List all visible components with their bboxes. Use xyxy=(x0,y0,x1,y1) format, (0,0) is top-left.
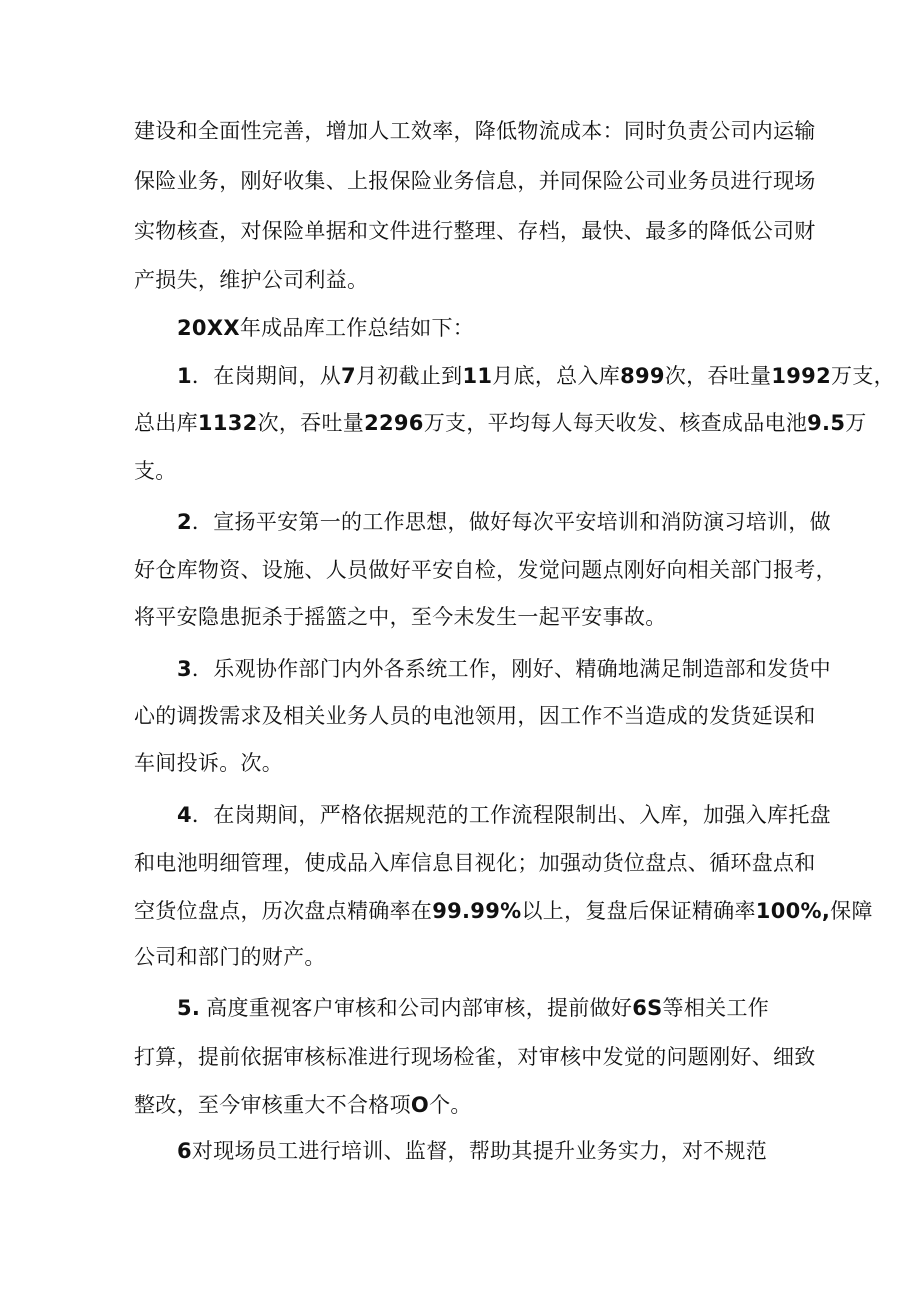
summary-heading xyxy=(177,313,474,343)
paragraph-line: 建设和全面性完善，增加人工效率，降低物流成本：同时负责公司内运输 xyxy=(134,119,816,143)
item-text: 次，吞吐量 xyxy=(257,411,365,435)
item-text: 等相关工作 xyxy=(662,996,770,1020)
item-text: 空货位盘点，历次盘点精确率在 xyxy=(134,899,433,923)
item-3-line: 心的调拨需求及相关业务人员的电池领用，因工作不当造成的发货延误和 xyxy=(134,704,816,728)
item-2-line: 好仓库物资、设施、人员做好平安自检，发觉问题点刚好向相关部门报考， xyxy=(134,558,837,582)
number-value: O xyxy=(410,1093,430,1117)
item-number: 5. xyxy=(177,996,201,1020)
item-number: 1 xyxy=(177,364,192,388)
item-number: 2 xyxy=(177,510,192,534)
item-text: ．乐观协作部门内外各系统工作，刚好、精确地满足制造部和发货中 xyxy=(191,657,831,681)
item-text: 万 xyxy=(845,411,867,435)
number-value: 100%, xyxy=(755,899,831,923)
item-text: 以上，复盘后保证精确率 xyxy=(521,899,756,923)
paragraph-line: 保险业务，刚好收集、上报保险业务信息，并同保险公司业务员进行现场 xyxy=(134,169,816,193)
paragraph-line: 产损失，维护公司利益。 xyxy=(134,268,369,292)
number-value: 1992 xyxy=(771,364,831,388)
item-6-line xyxy=(177,1136,767,1166)
item-text: ．宣扬平安第一的工作思想，做好每次平安培训和消防演习培训，做 xyxy=(191,510,831,534)
paragraph-line: 实物核查，对保险单据和文件进行整理、存档，最快、最多的降低公司财 xyxy=(134,219,816,243)
item-1-line xyxy=(134,408,867,438)
item-1-line: 支。 xyxy=(134,459,177,483)
item-text: 个。 xyxy=(429,1093,472,1117)
item-5-line xyxy=(177,993,769,1023)
item-text: 高度重视客户审核和公司内部审核，提前做好 xyxy=(206,996,633,1020)
year-number: 20XX xyxy=(177,316,240,340)
item-text: 月底，总入库 xyxy=(492,364,621,388)
item-text: ．在岗期间，严格依据规范的工作流程限制出、入库，加强入库托盘 xyxy=(191,803,831,827)
item-text: 保障 xyxy=(830,899,873,923)
number-value: 1132 xyxy=(197,411,258,435)
number-value: 11 xyxy=(462,364,493,388)
item-text: 对现场员工进行培训、监督，帮助其提升业务实力，对不规范 xyxy=(191,1139,768,1163)
number-value: 899 xyxy=(620,364,665,388)
item-number: 6 xyxy=(177,1139,192,1163)
item-text: 万支，平均每人每天收发、核查成品电池 xyxy=(423,411,808,435)
number-value: 9.5 xyxy=(807,411,846,435)
item-text: 总出库 xyxy=(134,411,198,435)
number-value: 99.99% xyxy=(432,899,522,923)
item-2-line: 将平安隐患扼杀于摇篮之中，至今未发生一起平安事故。 xyxy=(134,605,667,629)
item-3-line xyxy=(177,654,831,684)
item-5-line: 打算，提前依据审核标准进行现场检雀，对审核中发觉的问题刚好、细致 xyxy=(134,1045,816,1069)
item-3-line: 车间投诉。次。 xyxy=(134,751,284,775)
number-value: 2296 xyxy=(364,411,424,435)
number-value: 7 xyxy=(341,364,356,388)
item-text: ．在岗期间，从 xyxy=(191,364,342,388)
item-number: 3 xyxy=(177,657,192,681)
item-5-line xyxy=(134,1090,472,1120)
item-4-line xyxy=(134,896,873,926)
item-text: 整改，至今审核重大不合格项 xyxy=(134,1093,411,1117)
item-1-line xyxy=(177,361,895,391)
heading-text: 年成品库工作总结如下： xyxy=(239,316,475,340)
item-4-line: 和电池明细管理，使成品入库信息目视化；加强动货位盘点、循环盘点和 xyxy=(134,851,816,875)
item-text: 万支， xyxy=(831,364,895,388)
number-value: 6S xyxy=(632,996,663,1020)
item-text: 次，吞吐量 xyxy=(664,364,772,388)
item-4-line: 公司和部门的财产。 xyxy=(134,945,326,969)
item-4-line xyxy=(177,800,831,830)
item-2-line xyxy=(177,507,831,537)
item-text: 月初截止到 xyxy=(355,364,463,388)
item-number: 4 xyxy=(177,803,192,827)
